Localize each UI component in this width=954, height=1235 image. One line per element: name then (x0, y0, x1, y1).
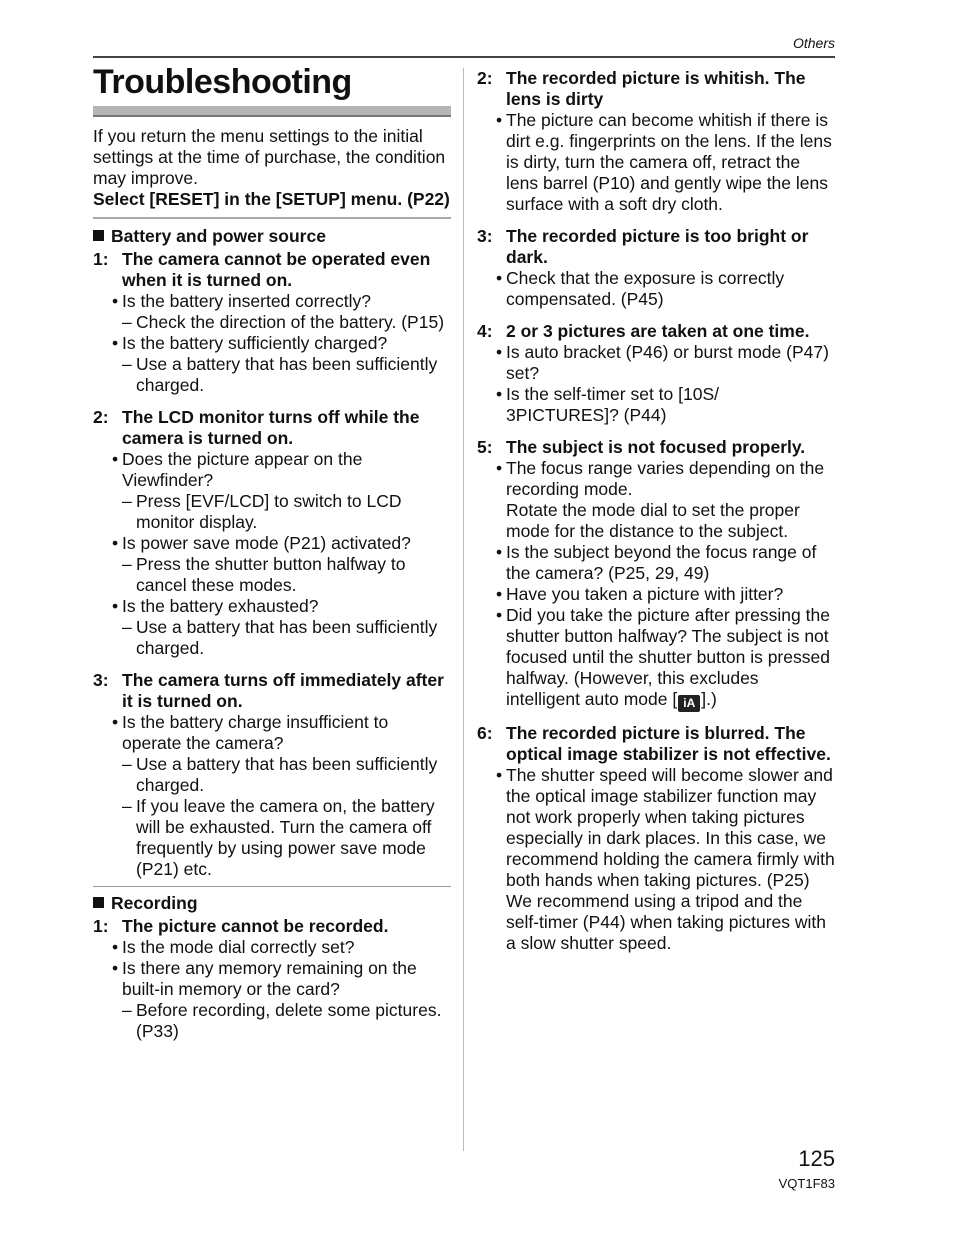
recording-q5: 5: The subject is not focused properly. (477, 437, 806, 457)
list-item-continuation: Rotate the mode dial to set the proper mode for the distance to the subject. (506, 500, 800, 541)
page-number: 125 (798, 1146, 835, 1171)
list-subitem: – If you leave the camera on, the battery will be exhausted. Turn the camera off frequently by using power save mode (P21) etc. (93, 796, 451, 880)
list-subitem: – Use a battery that has been sufficiently charged. (93, 754, 451, 796)
recording-q1: 1: The picture cannot be recorded. (93, 916, 389, 936)
list-subitem: – Before recording, delete some pictures. (P33) (93, 1000, 451, 1042)
list-item: • Have you taken a picture with jitter? (477, 584, 835, 605)
battery-q2: 2: The LCD monitor turns off while the camera is turned on. (93, 407, 420, 448)
list-item: • Did you take the picture after pressing the shutter button halfway? The subject is not focused until the shutter button is pressed halfway. (However, this excludes intelligent auto mode [ iA ].) (477, 605, 835, 712)
list-item: • The picture can become whitish if there is dirt e.g. fingerprints on the lens. If the lens is dirty, turn the camera off, retract the lens barrel (P10) and gently wipe the lens surface with a soft dry cloth. (477, 110, 835, 215)
column-divider (463, 68, 464, 1151)
recording-q4: 4: 2 or 3 pictures are taken at one time. (477, 321, 810, 341)
title-bar (93, 106, 451, 117)
recording-q3: 3: The recorded picture is too bright or dark. (477, 226, 809, 267)
list-item: • Is the battery exhausted? (93, 596, 451, 617)
list-item: • Does the picture appear on the Viewfinder? (93, 449, 451, 491)
document-code: VQT1F83 (778, 1176, 835, 1191)
section-divider (93, 217, 451, 219)
list-item: • The shutter speed will become slower and the optical image stabilizer function may not work properly when taking pictures especially in dark places. In this case, we recommend holding the camera firmly with both hands when taking pictures. (P25) We recommend using a tripod and the self-timer (P44) when taking pictures with a slow shutter speed. (477, 765, 835, 954)
list-item: • Is the mode dial correctly set? (93, 937, 451, 958)
list-subitem: – Use a battery that has been sufficiently charged. (93, 354, 451, 396)
list-item: • Is the battery inserted correctly? (93, 291, 451, 312)
list-item: • Is the battery charge insufficient to operate the camera? (93, 712, 451, 754)
battery-q3: 3: The camera turns off immediately after it is turned on. (93, 670, 444, 711)
right-column (477, 66, 835, 954)
section-label: Others (792, 35, 835, 51)
section-divider (93, 886, 451, 887)
list-item: • Check that the exposure is correctly compensated. (P45) (477, 268, 835, 310)
recording-q2: 2: The recorded picture is whitish. The lens is dirty (477, 68, 806, 109)
battery-heading: Battery and power source (93, 226, 451, 247)
header-rule (93, 56, 835, 58)
left-column (93, 62, 451, 1042)
intro-text: If you return the menu settings to the initial settings at the time of purchase, the condition may improve. (93, 126, 446, 188)
battery-q1: 1: The camera cannot be operated even when it is turned on. (93, 249, 431, 290)
page-title: Troubleshooting (93, 63, 352, 101)
list-item: • Is the subject beyond the focus range of the camera? (P25, 29, 49) (477, 542, 835, 584)
list-item: • Is the battery sufficiently charged? (93, 333, 451, 354)
list-item: • The focus range varies depending on the recording mode. (477, 458, 835, 500)
list-item: • Is the self-timer set to [10S/ 3PICTURES]? (P44) (477, 384, 835, 426)
list-subitem: – Use a battery that has been sufficiently charged. (93, 617, 451, 659)
list-subitem: – Press the shutter button halfway to cancel these modes. (93, 554, 451, 596)
intelligent-auto-icon: iA (678, 695, 700, 712)
recording-q6: 6: The recorded picture is blurred. The optical image stabilizer is not effective. (477, 723, 831, 764)
recording-heading: Recording (93, 893, 451, 914)
list-subitem: – Press [EVF/LCD] to switch to LCD monitor display. (93, 491, 451, 533)
list-subitem: – Check the direction of the battery. (P15) (93, 312, 451, 333)
list-item: • Is power save mode (P21) activated? (93, 533, 451, 554)
square-bullet-icon (93, 897, 104, 908)
intro-instruction: Select [RESET] in the [SETUP] menu. (P22) (93, 189, 450, 209)
list-item: • Is there any memory remaining on the built-in memory or the card? (93, 958, 451, 1000)
square-bullet-icon (93, 230, 104, 241)
list-item: • Is auto bracket (P46) or burst mode (P47) set? (477, 342, 835, 384)
